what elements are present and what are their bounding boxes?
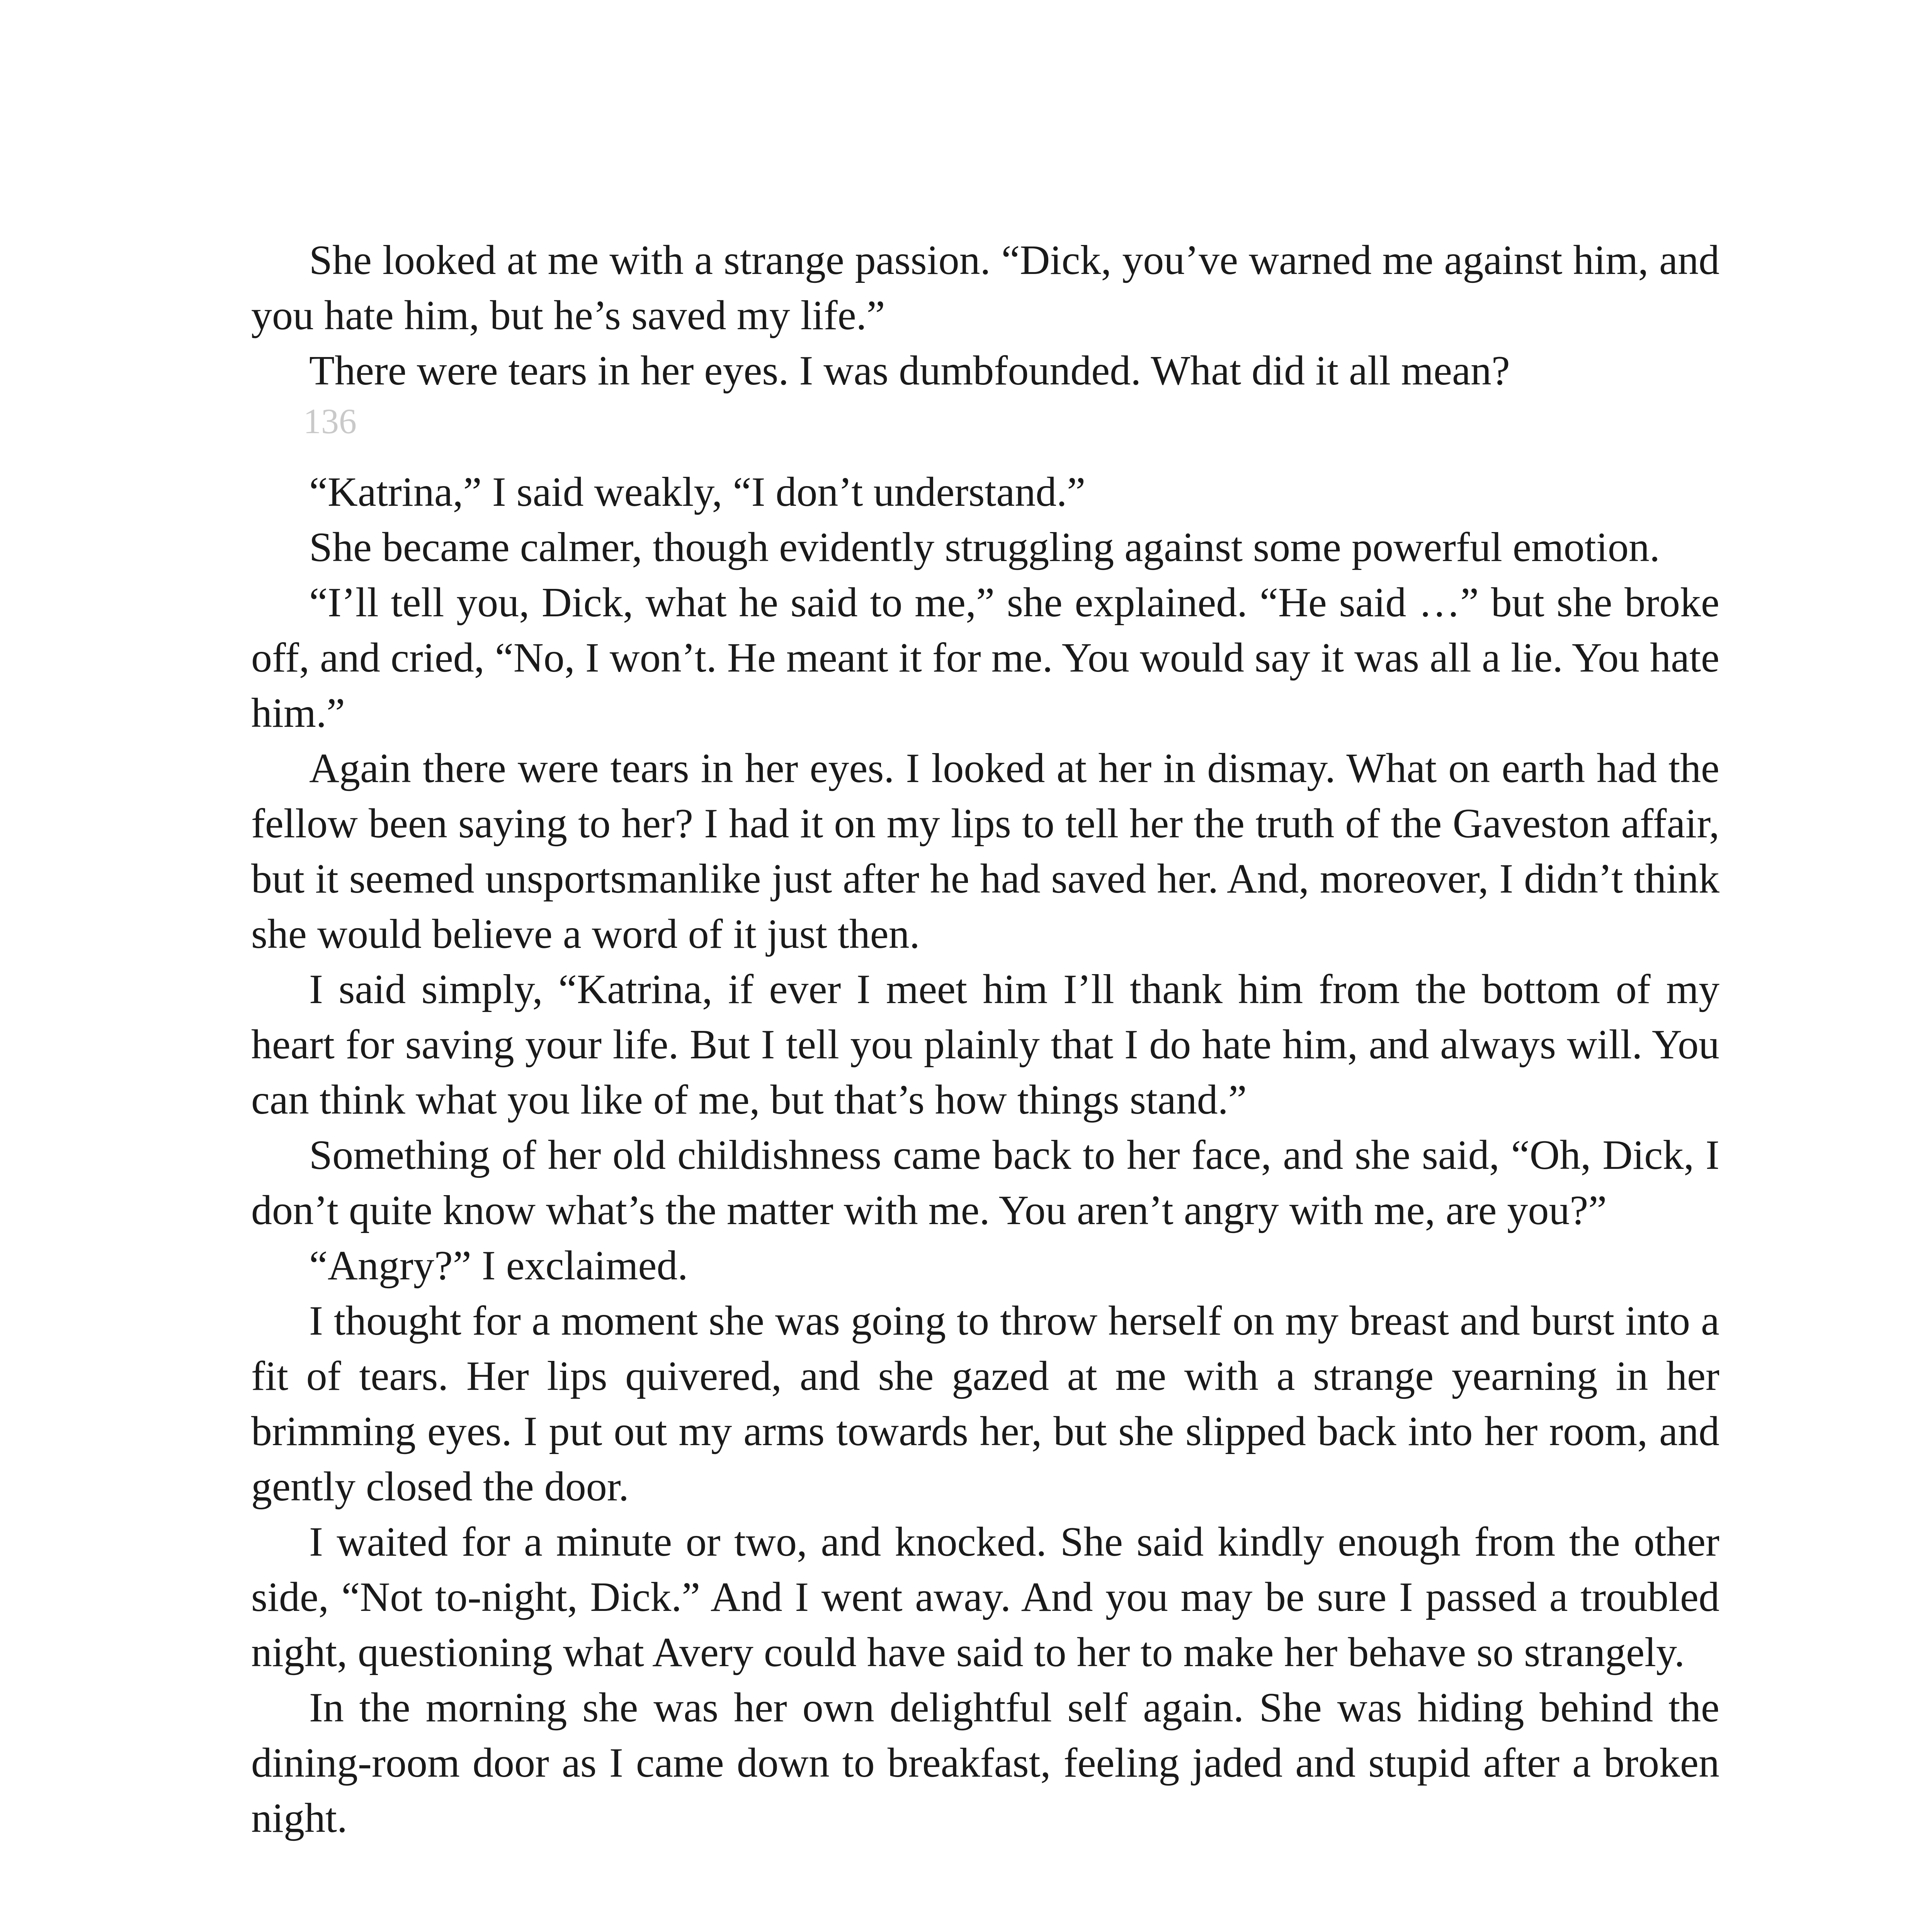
- paragraph: “I’ll tell you, Dick, what he said to me,” she explained. “He said …” but she broke off, and cried, “No, I won’t. He meant it for me. You would say it was all a lie. You hate him.”: [251, 580, 1719, 736]
- paragraph: “Katrina,” I said weakly, “I don’t understand.”: [309, 469, 1086, 515]
- text-block-page-136: [251, 233, 1719, 398]
- paragraph: “Angry?” I exclaimed.: [309, 1243, 688, 1289]
- paragraph: There were tears in her eyes. I was dumbfounded. What did it all mean?: [309, 348, 1510, 394]
- paragraph: She looked at me with a strange passion. “Dick, you’ve warned me against him, and you hate him, but he’s saved my life.”: [251, 237, 1719, 338]
- paragraph: Something of her old childishness came back to her face, and she said, “Oh, Dick, I don’t quite know what’s the matter with me. You aren’t angry with me, are you?”: [251, 1132, 1719, 1233]
- page-number-136: 136: [303, 401, 357, 441]
- paragraph: She became calmer, though evidently struggling against some powerful emotion.: [309, 524, 1660, 570]
- paragraph: I waited for a minute or two, and knocked. She said kindly enough from the other side, “Not to-night, Dick.” And I went away. And you may be sure I passed a troubled night, questioning what Avery could have said to her to make her behave so strangely.: [251, 1519, 1719, 1675]
- paragraph: I said simply, “Katrina, if ever I meet him I’ll thank him from the bottom of my heart for saving your life. But I tell you plainly that I do hate him, and always will. You can think what you like of me, but that’s how things stand.”: [251, 966, 1719, 1123]
- paragraph: In the morning she was her own delightful self again. She was hiding behind the dining-room door as I came down to breakfast, feeling jaded and stupid after a broken night.: [251, 1685, 1719, 1841]
- text-block-page-137: [251, 464, 1719, 1846]
- paragraph: Again there were tears in her eyes. I looked at her in dismay. What on earth had the fellow been saying to her? I had it on my lips to tell her the truth of the Gaveston affair, but it seemed unsportsmanlike just after he had saved her. And, moreover, I didn’t think she would believe a word of it just then.: [251, 745, 1719, 957]
- paragraph: I thought for a moment she was going to throw herself on my breast and burst into a fit of tears. Her lips quivered, and she gazed at me with a strange yearning in her brimming eyes. I put out my arms towards her, but she slipped back into her room, and gently closed the door.: [251, 1298, 1719, 1510]
